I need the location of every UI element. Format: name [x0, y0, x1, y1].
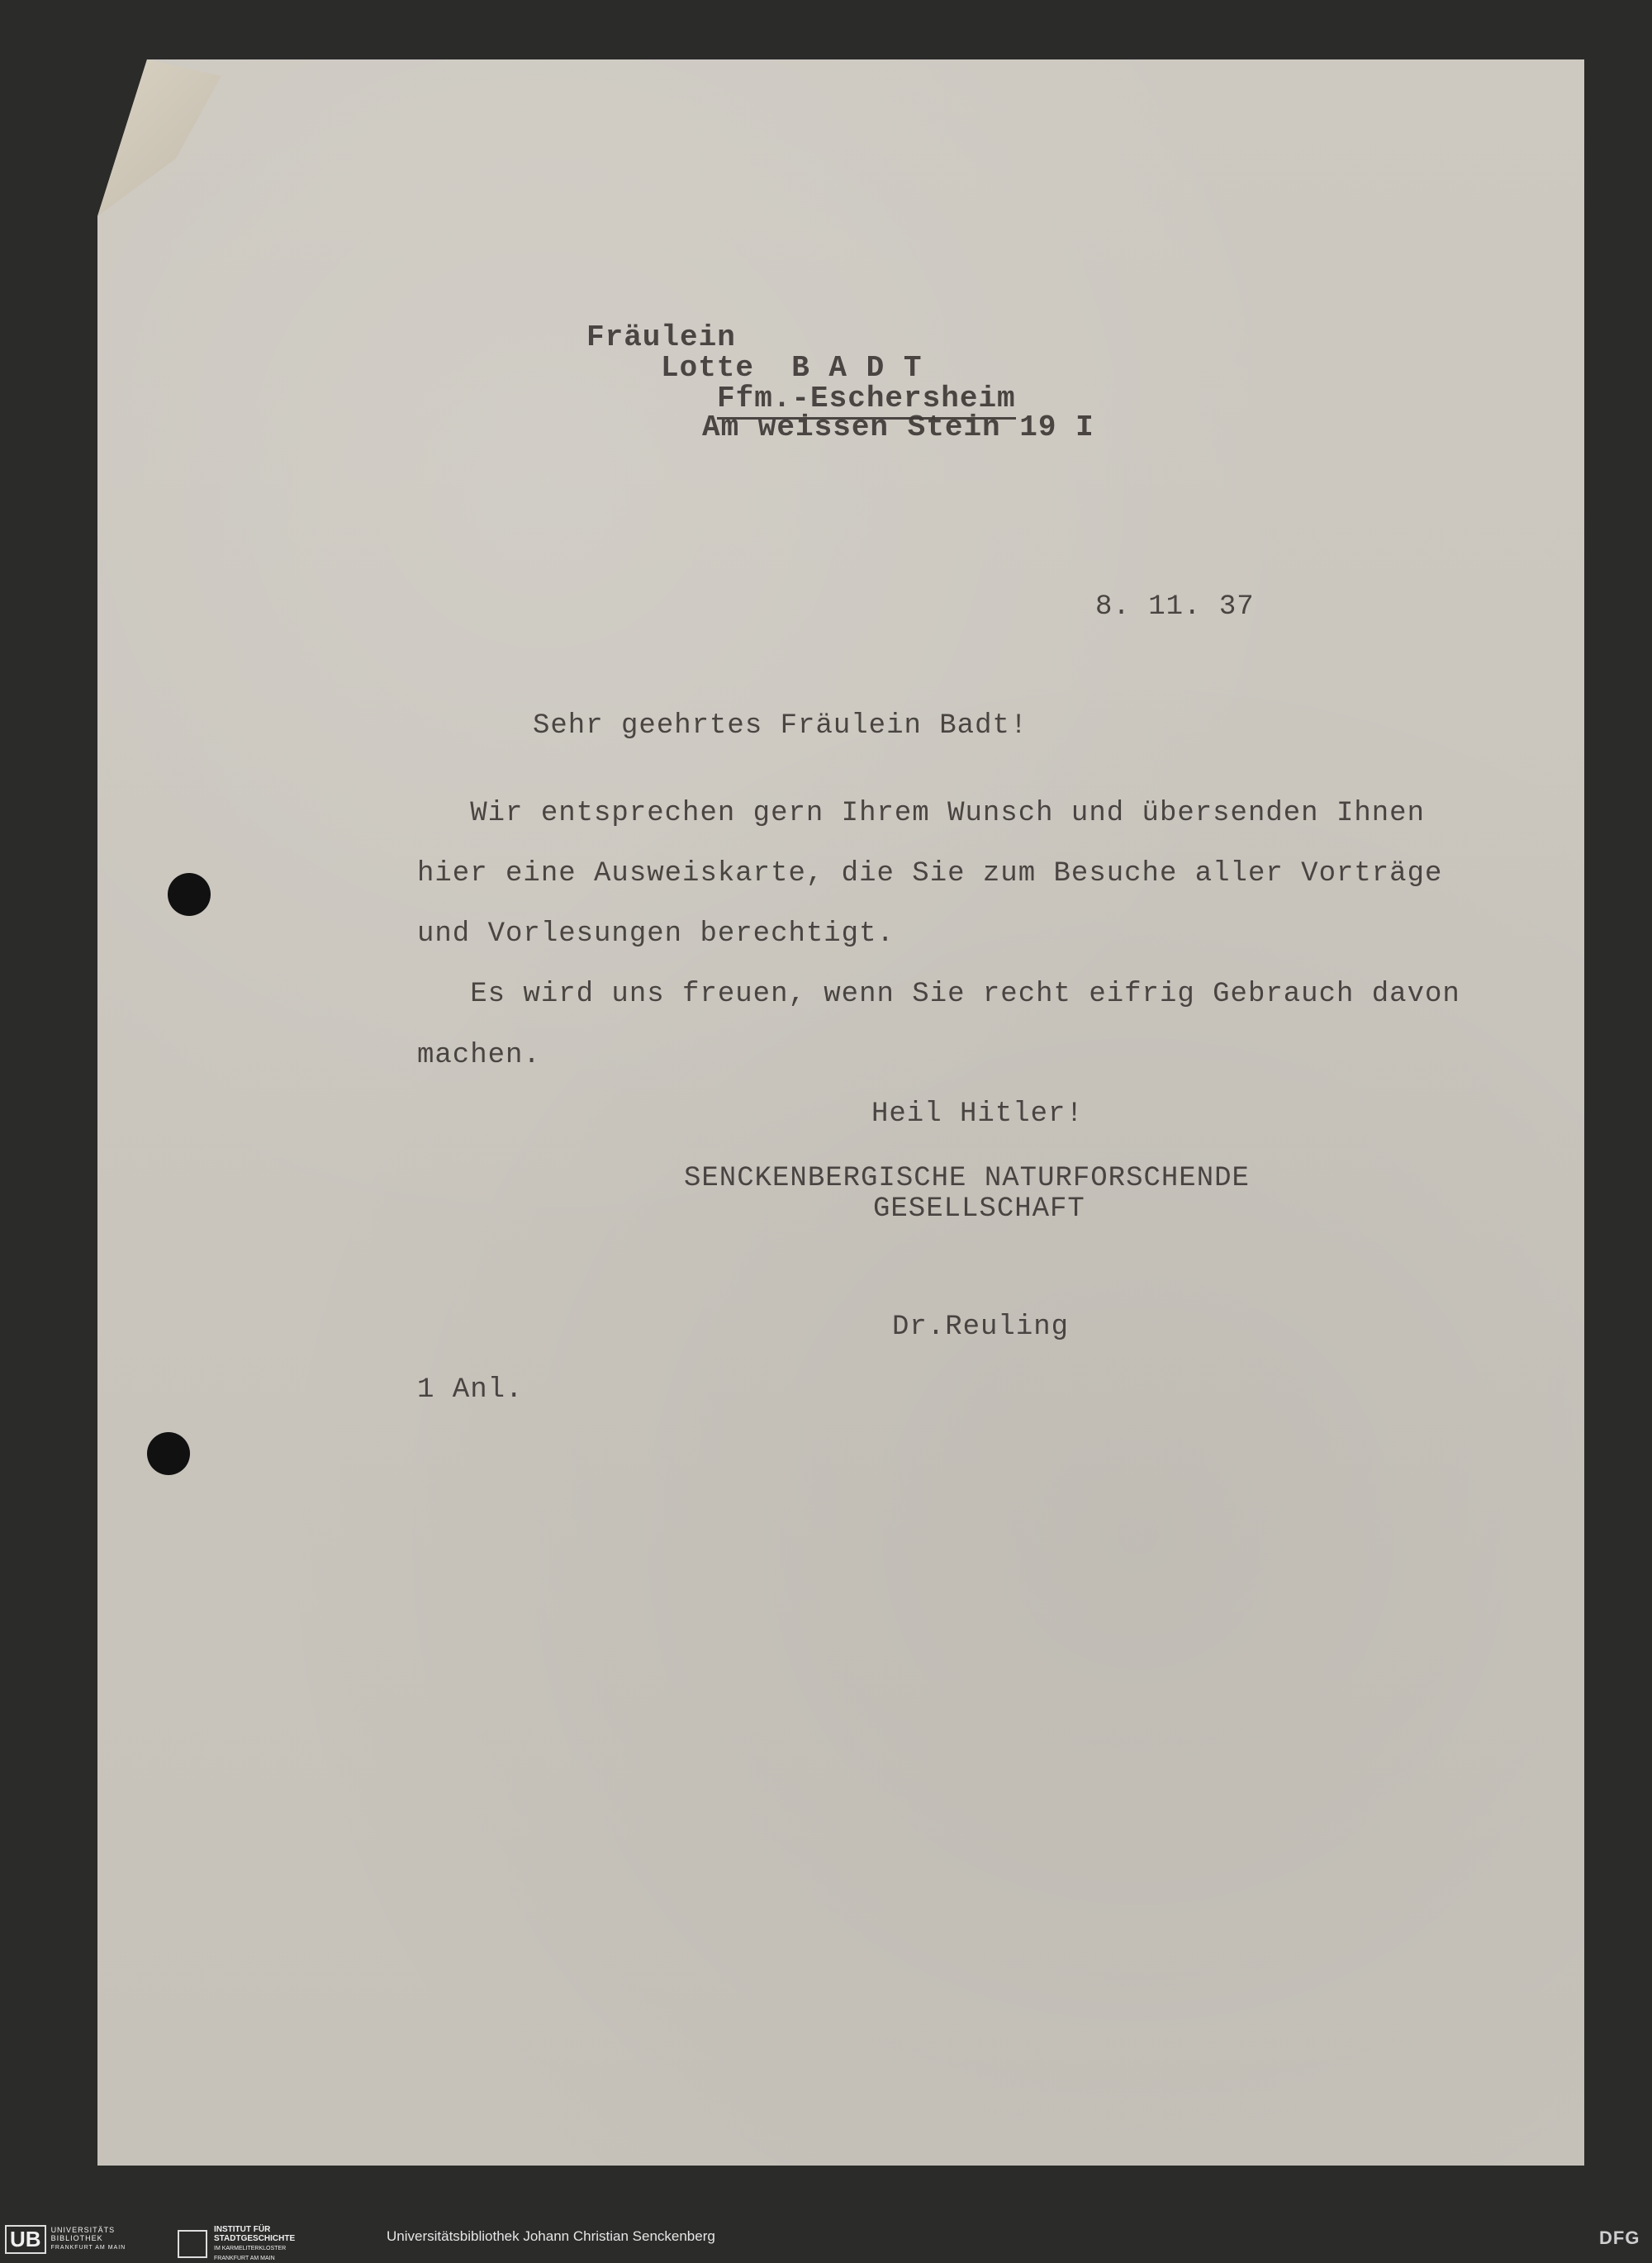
institute-logo	[178, 2225, 295, 2263]
library-name: Universitätsbibliothek Johann Christian Senckenberg	[387, 2228, 715, 2244]
ub-text-1: UNIVERSITÄTS	[50, 2226, 116, 2234]
ub-logo-mark: UB	[5, 2225, 46, 2254]
letter-date: 8. 11. 37	[1095, 591, 1255, 623]
punch-hole-top	[168, 873, 211, 916]
address-line-city: Ffm.-Eschersheim	[717, 382, 1016, 420]
org-name-line-2: GESELLSCHAFT	[873, 1193, 1085, 1225]
inst-text-1: INSTITUT FÜR	[214, 2225, 271, 2234]
inst-text-3: IM KARMELITERKLOSTER	[214, 2246, 287, 2251]
punch-hole-bottom	[147, 1432, 190, 1475]
enclosure-note: 1 Anl.	[417, 1374, 524, 1406]
body-line-3: und Vorlesungen berechtigt.	[417, 918, 895, 950]
body-line-1: Wir entsprechen gern Ihrem Wunsch und übersenden Ihnen	[417, 798, 1425, 829]
body-line-5: machen.	[417, 1040, 541, 1071]
inst-text-4: FRANKFURT AM MAIN	[214, 2256, 275, 2261]
ub-logo	[5, 2225, 126, 2253]
address-line-salutation: Fräulein	[586, 320, 736, 354]
ub-text-3: FRANKFURT AM MAIN	[50, 2245, 126, 2251]
body-line-2: hier eine Ausweiskarte, die Sie zum Besuche aller Vorträge	[417, 858, 1443, 890]
inst-text-2: STADTGESCHICHTE	[214, 2234, 296, 2243]
ub-text-2: BIBLIOTHEK	[50, 2234, 103, 2242]
institute-logo-text	[214, 2225, 295, 2263]
institute-logo-icon	[178, 2230, 207, 2258]
letter-signature: Dr.Reuling	[892, 1312, 1070, 1343]
letter-closing: Heil Hitler!	[871, 1098, 1084, 1130]
letter-salutation: Sehr geehrtes Fräulein Badt!	[533, 710, 1028, 742]
org-name-line-1: SENCKENBERGISCHE NATURFORSCHENDE	[684, 1163, 1250, 1194]
body-line-4: Es wird uns freuen, wenn Sie recht eifrig Gebrauch davon	[417, 979, 1460, 1010]
address-line-street: Am weissen Stein 19 I	[702, 410, 1094, 444]
dfg-logo: DFG	[1599, 2227, 1640, 2248]
ub-logo-text	[51, 2226, 126, 2252]
address-line-name: Lotte B A D T	[661, 351, 923, 385]
